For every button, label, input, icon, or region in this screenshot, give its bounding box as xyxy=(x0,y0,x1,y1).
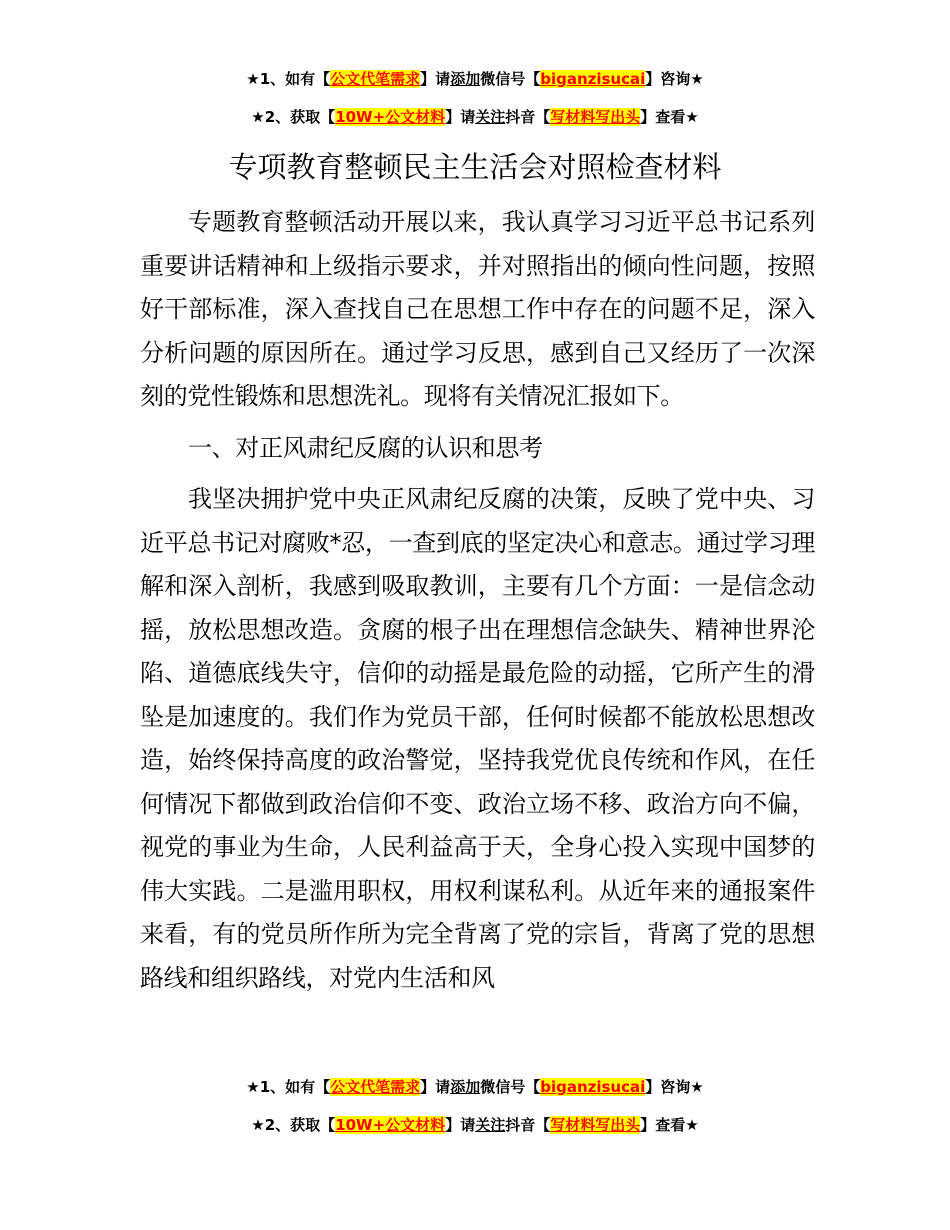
promo-mid: 抖音【 xyxy=(505,108,551,126)
paragraph-section-1: 我坚决拥护党中央正风肃纪反腐的决策，反映了党中央、习近平总书记对腐败*忍，一查到底的坚定决心和意志。通过学习理解和深入剖析，我感到吸取教训，主要有几个方面：一是信念动摇，放松思想改造。贪腐的根子出在理想信念缺失、精神世界沦陷、道德底线失守，信仰的动摇是最危险的动摇，它所产生的滑坠是加速度的。我们作为党员干部，任何时候都不能放松思想改造，始终保持高度的政治警觉，坚持我党优良传统和作风，在任何情况下都做到政治信仰不变、政治立场不移、政治方向不偏，视党的事业为生命，人民利益高于天，全身心投入实现中国梦的伟大实践。二是滥用职权，用权利谋私利。从近年来的通报案件来看，有的党员所作所为完全背离了党的宗旨，背离了党的思想路线和组织路线，对党内生活和风 xyxy=(140,485,815,992)
promo-highlight: 10W+公文材料 xyxy=(335,1116,446,1134)
promo-mid: 抖音【 xyxy=(505,1116,551,1134)
footer-promo-line-1 xyxy=(0,1076,950,1098)
promo-mid: 微信号【 xyxy=(480,1078,541,1096)
promo-wechat-id: biganzisucai xyxy=(540,1078,646,1096)
header-promo-line-2 xyxy=(0,106,950,128)
promo-highlight: 10W+公文材料 xyxy=(335,108,446,126)
promo-prefix: ★1、如有【 xyxy=(246,1078,331,1096)
section-heading: 一、对正风肃纪反腐的认识和思考 xyxy=(188,433,543,462)
promo-underlined: 添加 xyxy=(450,1078,481,1096)
promo-prefix: ★2、获取【 xyxy=(251,1116,336,1134)
document-title: 专项教育整顿民主生活会对照检查材料 xyxy=(228,150,722,184)
promo-prefix: ★2、获取【 xyxy=(251,108,336,126)
promo-mid: 】请 xyxy=(420,70,451,88)
header-promo-line-1 xyxy=(0,68,950,90)
promo-suffix: 】咨询★ xyxy=(645,70,704,88)
promo-douyin-id: 写材料写出头 xyxy=(550,1116,641,1134)
promo-mid: 】请 xyxy=(445,108,476,126)
promo-mid: 】请 xyxy=(420,1078,451,1096)
promo-mid: 微信号【 xyxy=(480,70,541,88)
paragraph-intro: 专题教育整顿活动开展以来，我认真学习习近平总书记系列重要讲话精神和上级指示要求，并对照指出的倾向性问题，按照好干部标准，深入查找自己在思想工作中存在的问题不足，深入分析问题的原因所在。通过学习反思，感到自己又经历了一次深刻的党性锻炼和思想洗礼。现将有关情况汇报如下。 xyxy=(140,208,815,410)
promo-douyin-id: 写材料写出头 xyxy=(550,108,641,126)
promo-suffix: 】查看★ xyxy=(640,108,699,126)
promo-underlined: 关注 xyxy=(475,108,506,126)
footer-promo-line-2 xyxy=(0,1114,950,1136)
promo-underlined: 关注 xyxy=(475,1116,506,1134)
promo-highlight: 公文代笔需求 xyxy=(330,1078,421,1096)
promo-highlight: 公文代笔需求 xyxy=(330,70,421,88)
document-body xyxy=(140,201,815,992)
promo-prefix: ★1、如有【 xyxy=(246,70,331,88)
promo-suffix: 】查看★ xyxy=(640,1116,699,1134)
promo-underlined: 添加 xyxy=(450,70,481,88)
promo-wechat-id: biganzisucai xyxy=(540,70,646,88)
promo-suffix: 】咨询★ xyxy=(645,1078,704,1096)
promo-mid: 】请 xyxy=(445,1116,476,1134)
